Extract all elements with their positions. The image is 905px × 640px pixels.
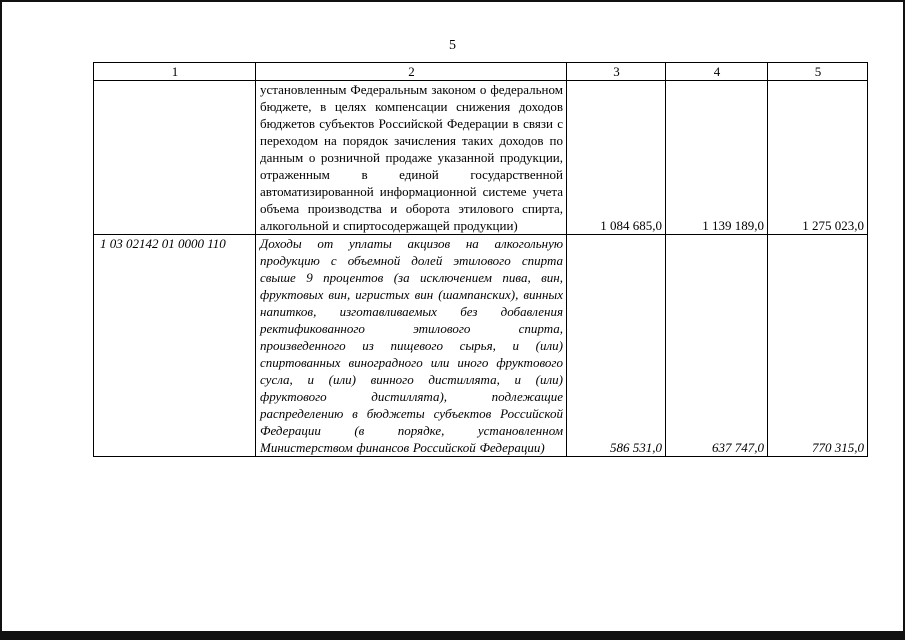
column-header-2: 2 xyxy=(256,63,567,81)
column-header-1: 1 xyxy=(94,63,256,81)
row-code: 1 03 02142 01 0000 110 xyxy=(94,235,256,457)
row-value-col3: 1 084 685,0 xyxy=(567,81,666,235)
column-header-4: 4 xyxy=(666,63,768,81)
table-header-row xyxy=(94,63,868,81)
column-header-5: 5 xyxy=(768,63,868,81)
column-header-3: 3 xyxy=(567,63,666,81)
table-row xyxy=(94,81,868,235)
row-value-col5: 1 275 023,0 xyxy=(768,81,868,235)
row-value-col5: 770 315,0 xyxy=(768,235,868,457)
row-code xyxy=(94,81,256,235)
row-value-col4: 1 139 189,0 xyxy=(666,81,768,235)
row-value-col4: 637 747,0 xyxy=(666,235,768,457)
row-description: Доходы от уплаты акцизов на алкогольную продукцию с объемной долей этилового спирта свыше 9 процентов (за исключением пива, вин, фруктовых вин, игристых вин (шампанских), винных напитков, изготавливаемых без добавления ректификованного этилового спирта, произведенного из пищевого сырья, и (или) спиртованных виноградного или иного фруктового сусла, и (или) винного дистиллята, и (или) фруктового дистиллята), подлежащие распределению в бюджеты субъектов Российской Федерации (в порядке, установленном Министерством финансов Российской Федерации) xyxy=(256,235,567,457)
row-description: установленным Федеральным законом о федеральном бюджете, в целях компенсации снижения доходов бюджетов субъектов Российской Федерации в связи с переходом на порядок зачисления таких доходов по данным о розничной продаже указанной продукции, отраженным в единой государственной автоматизированной информационной системе учета объема производства и оборота этилового спирта, алкогольной и спиртосодержащей продукции) xyxy=(256,81,567,235)
table-row xyxy=(94,235,868,457)
page-number: 5 xyxy=(449,38,456,53)
scan-border-top xyxy=(0,0,905,2)
budget-table xyxy=(93,62,868,457)
scan-border-bottom xyxy=(0,631,905,640)
row-value-col3: 586 531,0 xyxy=(567,235,666,457)
scan-border-left xyxy=(0,0,2,640)
